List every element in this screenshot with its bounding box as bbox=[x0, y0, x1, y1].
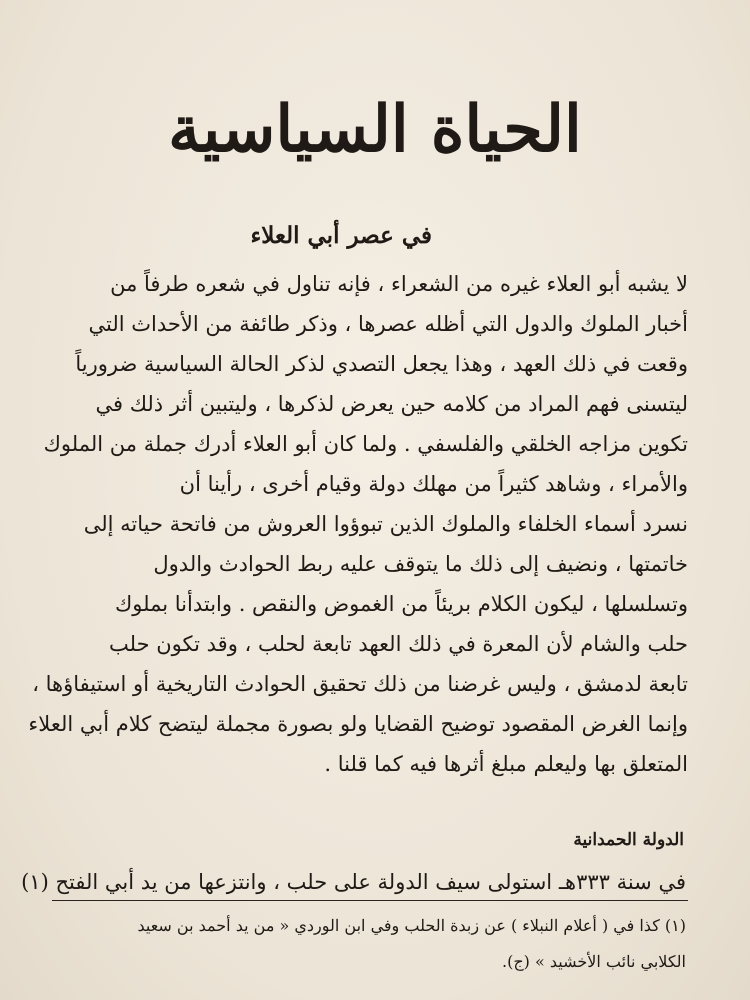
footnote-divider bbox=[52, 900, 688, 901]
page-subtitle: في عصر أبي العلاء bbox=[250, 222, 432, 249]
body-line: وإنما الغرض المقصود توضيح القضايا ولو بصورة مجملة ليتضح كلام أبي العلاء bbox=[28, 712, 688, 736]
body-line: أخبار الملوك والدول التي أظله عصرها ، وذكر طائفة من الأحداث التي bbox=[88, 312, 688, 336]
continuation-line: في سنة ٣٣٣هـ استولى سيف الدولة على حلب ، وانتزعها من يد أبي الفتح (١) bbox=[21, 870, 686, 894]
footnote-line: الكلابي نائب الأخشيد » (ج). bbox=[502, 952, 686, 971]
body-line: خاتمتها ، ونضيف إلى ذلك ما يتوقف عليه ربط الحوادث والدول bbox=[153, 552, 688, 576]
body-line: وقعت في ذلك العهد ، وهذا يجعل التصدي لذكر الحالة السياسية ضرورياً bbox=[75, 352, 688, 376]
body-line: وتسلسلها ، ليكون الكلام بريئاً من الغموض والنقص . وابتدأنا بملوك bbox=[114, 592, 688, 616]
body-paragraph bbox=[28, 264, 688, 784]
body-line: ليتسنى فهم المراد من كلامه حين يعرض لذكرها ، وليتبين أثر ذلك في bbox=[95, 392, 688, 416]
footnote-line: (١) كذا في ( أعلام النبلاء ) عن زبدة الحلب وفي ابن الوردي « من يد أحمد بن سعيد bbox=[137, 916, 686, 935]
body-line: والأمراء ، وشاهد كثيراً من مهلك دولة وقيام أخرى ، رأينا أن bbox=[179, 472, 688, 496]
footnote bbox=[62, 908, 686, 980]
body-line: لا يشبه أبو العلاء غيره من الشعراء ، فإنه تناول في شعره طرفاً من bbox=[110, 272, 688, 296]
body-line: حلب والشام لأن المعرة في ذلك العهد تابعة لحلب ، وقد تكون حلب bbox=[109, 632, 688, 656]
body-line: تابعة لدمشق ، وليس غرضنا من ذلك تحقيق الحوادث التاريخية أو استيفاؤها ، bbox=[32, 672, 688, 696]
page-title: الحياة السياسية bbox=[168, 92, 582, 167]
body-line: المتعلق بها وليعلم مبلغ أثرها فيه كما قلنا . bbox=[324, 752, 688, 776]
body-line: تكوين مزاجه الخلقي والفلسفي . ولما كان أبو العلاء أدرك جملة من الملوك bbox=[43, 432, 688, 456]
section-heading: الدولة الحمدانية bbox=[573, 830, 684, 850]
body-line: نسرد أسماء الخلفاء والملوك الذين تبوؤوا العروش من فاتحة حياته إلى bbox=[83, 512, 688, 536]
